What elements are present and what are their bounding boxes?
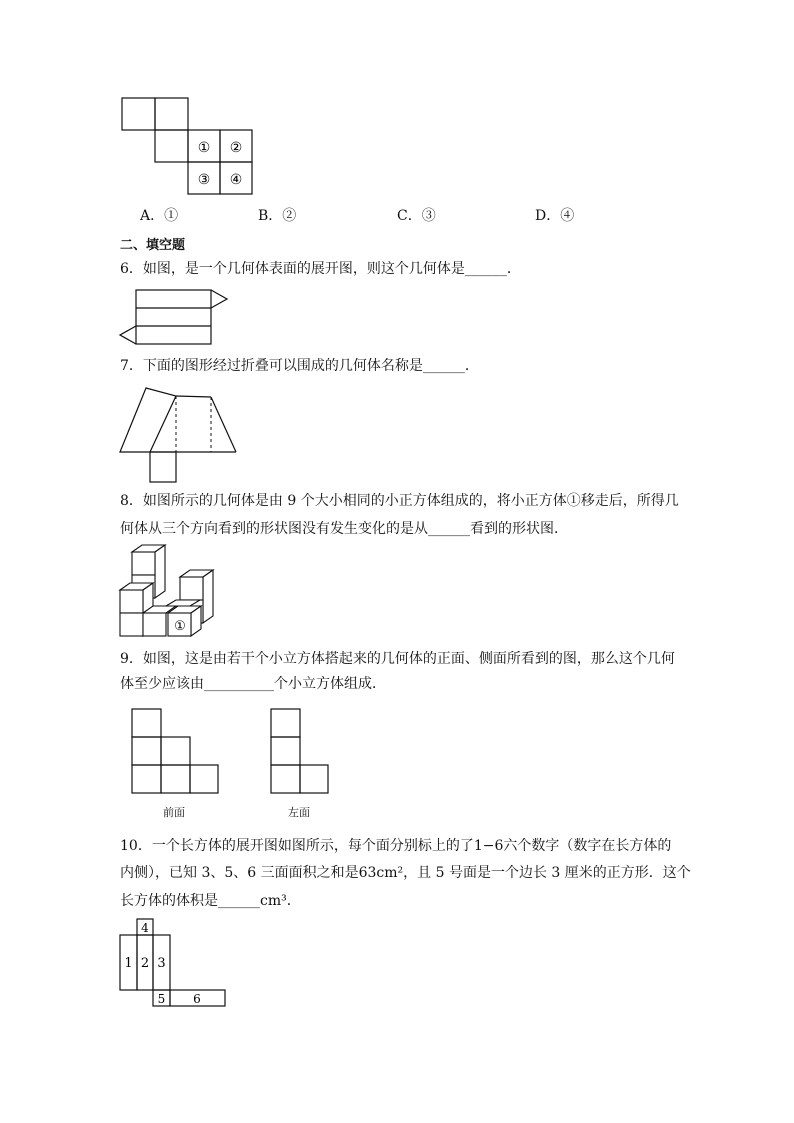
face-label-1: 1 bbox=[124, 956, 133, 971]
q9-line1: 9．如图，这是由若干个小立方体搭起来的几何体的正面、侧面所看到的图，那么这个几何 bbox=[120, 651, 675, 667]
q10-line1: 10．一个长方体的展开图如图所示，每个面分别标上的了1−6六个数字（数字在长方体的 bbox=[120, 838, 672, 854]
option-b[interactable]: B．② bbox=[258, 208, 297, 224]
section-title: 二、填空题 bbox=[120, 238, 186, 253]
net-label-4: ④ bbox=[229, 172, 243, 188]
net-label-2: ② bbox=[229, 140, 243, 156]
q10-line3: 长方体的体积是______cm³． bbox=[120, 893, 301, 909]
cube-1-label: ① bbox=[174, 619, 186, 634]
face-label-4: 4 bbox=[141, 921, 149, 935]
option-c[interactable]: C．③ bbox=[397, 208, 436, 224]
front-view-caption: 前面 bbox=[163, 806, 185, 819]
q10-line2: 内侧），已知 3、5、6 三面面积之和是63cm²，且 5 号面是一个边长 3 厘米的正方形．这个 bbox=[120, 865, 691, 881]
net-label-3: ③ bbox=[197, 172, 211, 188]
option-d[interactable]: D．④ bbox=[535, 208, 575, 224]
face-label-2: 2 bbox=[140, 956, 150, 971]
q6-text: 6．如图，是一个几何体表面的展开图，则这个几何体是______． bbox=[120, 261, 521, 277]
face-label-6: 6 bbox=[193, 992, 201, 1006]
option-a[interactable]: A．① bbox=[140, 208, 179, 224]
face-label-5: 5 bbox=[157, 992, 166, 1006]
q7-text: 7．下面的图形经过折叠可以围成的几何体名称是______． bbox=[120, 358, 479, 374]
net-label-1: ① bbox=[197, 140, 211, 156]
left-view-caption: 左面 bbox=[288, 806, 310, 819]
q8-line2: 何体从三个方向看到的形状图没有发生变化的是从______看到的形状图． bbox=[120, 521, 568, 537]
face-label-3: 3 bbox=[157, 956, 166, 971]
q9-line2: 体至少应该由__________个小立方体组成． bbox=[120, 676, 386, 692]
q8-line1: 8．如图所示的几何体是由 9 个大小相同的小正方体组成的，将小正方体①移走后，所得几 bbox=[120, 493, 679, 509]
